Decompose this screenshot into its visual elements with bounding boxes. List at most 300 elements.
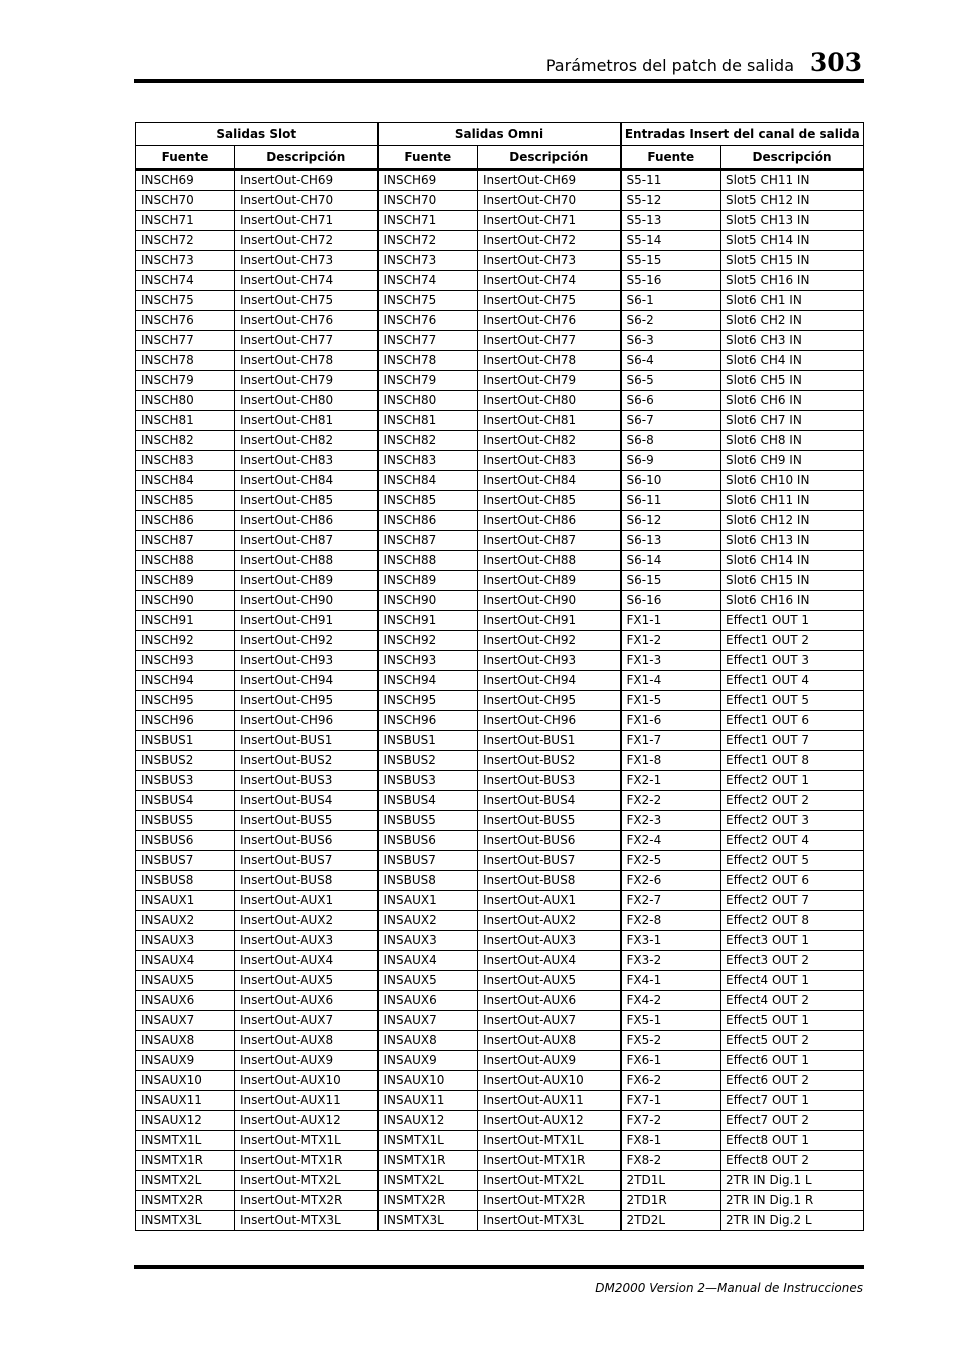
table-row [136, 771, 864, 791]
table-cell: FX2-8 [621, 911, 721, 931]
table-body [136, 170, 864, 1231]
table-row [136, 251, 864, 271]
table-cell: InsertOut-CH83 [478, 451, 621, 471]
table-cell: Slot5 CH15 IN [721, 251, 864, 271]
table-row [136, 311, 864, 331]
table-row [136, 791, 864, 811]
table-cell: S6-4 [621, 351, 721, 371]
table-cell: InsertOut-BUS6 [478, 831, 621, 851]
table-cell: InsertOut-BUS4 [478, 791, 621, 811]
table-cell: Slot5 CH12 IN [721, 191, 864, 211]
table-row [136, 631, 864, 651]
table-cell: INSCH78 [136, 351, 235, 371]
table-cell: INSBUS3 [136, 771, 235, 791]
table-cell: INSCH94 [136, 671, 235, 691]
table-cell: InsertOut-AUX3 [235, 931, 378, 951]
table-cell: InsertOut-AUX10 [235, 1071, 378, 1091]
table-cell: FX7-2 [621, 1111, 721, 1131]
table-cell: FX6-2 [621, 1071, 721, 1091]
table-cell: InsertOut-CH81 [235, 411, 378, 431]
table-cell: FX3-1 [621, 931, 721, 951]
table-row [136, 331, 864, 351]
table-row [136, 1211, 864, 1231]
table-cell: S6-1 [621, 291, 721, 311]
table-cell: S6-15 [621, 571, 721, 591]
table-cell: InsertOut-BUS7 [478, 851, 621, 871]
table-cell: FX2-7 [621, 891, 721, 911]
table-cell: INSAUX10 [378, 1071, 478, 1091]
table-cell: INSAUX8 [378, 1031, 478, 1051]
table-cell: InsertOut-BUS6 [235, 831, 378, 851]
table-cell: INSAUX3 [378, 931, 478, 951]
table-cell: Effect1 OUT 2 [721, 631, 864, 651]
table-cell: InsertOut-AUX5 [478, 971, 621, 991]
table-cell: FX5-2 [621, 1031, 721, 1051]
table-cell: Slot6 CH9 IN [721, 451, 864, 471]
table-row [136, 811, 864, 831]
table-cell: FX2-6 [621, 871, 721, 891]
table-cell: INSCH70 [136, 191, 235, 211]
table-cell: INSCH79 [378, 371, 478, 391]
table-cell: InsertOut-AUX12 [478, 1111, 621, 1131]
table-cell: Effect1 OUT 4 [721, 671, 864, 691]
table-cell: 2TD1R [621, 1191, 721, 1211]
table-cell: InsertOut-AUX1 [235, 891, 378, 911]
table-cell: InsertOut-CH76 [478, 311, 621, 331]
table-cell: InsertOut-CH69 [478, 170, 621, 191]
table-cell: InsertOut-AUX9 [235, 1051, 378, 1071]
table-row [136, 831, 864, 851]
table-cell: InsertOut-BUS5 [478, 811, 621, 831]
table-row [136, 1111, 864, 1131]
table-cell: InsertOut-MTX3L [235, 1211, 378, 1231]
table-cell: InsertOut-CH93 [235, 651, 378, 671]
table-cell: Slot5 CH13 IN [721, 211, 864, 231]
table-cell: INSCH71 [136, 211, 235, 231]
table-cell: S6-7 [621, 411, 721, 431]
table-cell: INSBUS3 [378, 771, 478, 791]
table-cell: InsertOut-AUX8 [478, 1031, 621, 1051]
table-cell: INSCH78 [378, 351, 478, 371]
table-cell: InsertOut-CH73 [235, 251, 378, 271]
table-cell: FX8-1 [621, 1131, 721, 1151]
table-cell: INSAUX2 [378, 911, 478, 931]
table-cell: Effect3 OUT 2 [721, 951, 864, 971]
sub-header-row [136, 146, 864, 170]
table-cell: InsertOut-MTX2R [478, 1191, 621, 1211]
table-cell: INSAUX12 [378, 1111, 478, 1131]
table-cell: InsertOut-AUX6 [235, 991, 378, 1011]
table-cell: INSBUS8 [378, 871, 478, 891]
table-cell: INSAUX6 [136, 991, 235, 1011]
table-cell: FX2-4 [621, 831, 721, 851]
table-cell: INSCH86 [136, 511, 235, 531]
table-row [136, 351, 864, 371]
table-cell: INSCH76 [378, 311, 478, 331]
table-cell: INSCH88 [378, 551, 478, 571]
table-cell: INSCH84 [378, 471, 478, 491]
table-cell: INSAUX7 [378, 1011, 478, 1031]
table-cell: InsertOut-CH77 [235, 331, 378, 351]
table-row [136, 411, 864, 431]
table-row [136, 391, 864, 411]
table-cell: INSCH96 [378, 711, 478, 731]
table-cell: Effect3 OUT 1 [721, 931, 864, 951]
table-cell: InsertOut-CH84 [478, 471, 621, 491]
table-cell: FX1-5 [621, 691, 721, 711]
header-title: Parámetros del patch de salida [545, 56, 794, 75]
table-cell: INSBUS4 [378, 791, 478, 811]
table-cell: INSCH95 [378, 691, 478, 711]
table-cell: InsertOut-MTX2L [478, 1171, 621, 1191]
table-cell: INSAUX9 [136, 1051, 235, 1071]
table-cell: INSCH71 [378, 211, 478, 231]
table-cell: INSCH87 [378, 531, 478, 551]
table-cell: Slot6 CH4 IN [721, 351, 864, 371]
table-cell: InsertOut-BUS3 [478, 771, 621, 791]
table-row [136, 1031, 864, 1051]
table-cell: INSBUS2 [378, 751, 478, 771]
table-cell: INSCH93 [378, 651, 478, 671]
table-cell: InsertOut-CH89 [478, 571, 621, 591]
table-cell: INSAUX3 [136, 931, 235, 951]
table-cell: InsertOut-CH74 [235, 271, 378, 291]
table-cell: InsertOut-CH78 [235, 351, 378, 371]
table-cell: InsertOut-CH73 [478, 251, 621, 271]
table-cell: S5-12 [621, 191, 721, 211]
table-cell: FX1-3 [621, 651, 721, 671]
table-cell: InsertOut-AUX11 [235, 1091, 378, 1111]
table-cell: InsertOut-AUX6 [478, 991, 621, 1011]
table-cell: S6-12 [621, 511, 721, 531]
table-cell: INSMTX3L [378, 1211, 478, 1231]
table-cell: Effect6 OUT 2 [721, 1071, 864, 1091]
table-cell: INSBUS2 [136, 751, 235, 771]
table-cell: InsertOut-CH84 [235, 471, 378, 491]
table-cell: Effect2 OUT 6 [721, 871, 864, 891]
table-cell: FX1-1 [621, 611, 721, 631]
table-cell: InsertOut-AUX7 [235, 1011, 378, 1031]
table-cell: INSBUS4 [136, 791, 235, 811]
table-cell: 2TR IN Dig.1 L [721, 1171, 864, 1191]
table-cell: Effect8 OUT 1 [721, 1131, 864, 1151]
table-cell: INSCH90 [136, 591, 235, 611]
column-header: Fuente [378, 146, 478, 170]
table-cell: INSCH90 [378, 591, 478, 611]
table-row [136, 891, 864, 911]
table-cell: InsertOut-CH86 [478, 511, 621, 531]
table-cell: INSCH92 [378, 631, 478, 651]
table-cell: INSMTX2R [136, 1191, 235, 1211]
table-cell: InsertOut-CH90 [235, 591, 378, 611]
table-row [136, 170, 864, 191]
table-row [136, 1171, 864, 1191]
table-row [136, 1011, 864, 1031]
table-row [136, 451, 864, 471]
table-cell: InsertOut-AUX1 [478, 891, 621, 911]
table-cell: InsertOut-CH77 [478, 331, 621, 351]
table-cell: InsertOut-CH72 [235, 231, 378, 251]
table-cell: Slot6 CH11 IN [721, 491, 864, 511]
table-cell: INSCH80 [378, 391, 478, 411]
table-cell: Slot6 CH6 IN [721, 391, 864, 411]
table-cell: InsertOut-MTX3L [478, 1211, 621, 1231]
table-cell: S6-2 [621, 311, 721, 331]
table-row [136, 1151, 864, 1171]
table-cell: INSAUX5 [378, 971, 478, 991]
table-cell: INSCH82 [378, 431, 478, 451]
table-cell: InsertOut-BUS4 [235, 791, 378, 811]
table-cell: InsertOut-AUX2 [478, 911, 621, 931]
table-cell: InsertOut-BUS8 [235, 871, 378, 891]
table-cell: INSAUX5 [136, 971, 235, 991]
table-row [136, 471, 864, 491]
table-cell: Effect2 OUT 7 [721, 891, 864, 911]
table-cell: Slot6 CH10 IN [721, 471, 864, 491]
table-row [136, 1091, 864, 1111]
table-cell: S6-14 [621, 551, 721, 571]
table-row [136, 911, 864, 931]
table-cell: Slot6 CH2 IN [721, 311, 864, 331]
table-cell: InsertOut-CH89 [235, 571, 378, 591]
table-cell: InsertOut-BUS2 [235, 751, 378, 771]
table-cell: INSCH91 [378, 611, 478, 631]
table-cell: InsertOut-AUX4 [235, 951, 378, 971]
table-cell: INSCH92 [136, 631, 235, 651]
table-cell: INSCH86 [378, 511, 478, 531]
table-cell: INSAUX11 [136, 1091, 235, 1111]
table-cell: INSAUX9 [378, 1051, 478, 1071]
table-cell: InsertOut-BUS1 [235, 731, 378, 751]
table-cell: InsertOut-CH82 [235, 431, 378, 451]
table-cell: INSCH81 [378, 411, 478, 431]
table-row [136, 951, 864, 971]
table-cell: Effect2 OUT 8 [721, 911, 864, 931]
table-cell: Effect7 OUT 1 [721, 1091, 864, 1111]
table-cell: S5-13 [621, 211, 721, 231]
table-cell: INSMTX1L [136, 1131, 235, 1151]
table-cell: InsertOut-CH69 [235, 170, 378, 191]
table-cell: Effect5 OUT 1 [721, 1011, 864, 1031]
table-cell: Effect2 OUT 4 [721, 831, 864, 851]
table-row [136, 531, 864, 551]
table-cell: Effect7 OUT 2 [721, 1111, 864, 1131]
table-cell: INSCH89 [136, 571, 235, 591]
table-cell: 2TD1L [621, 1171, 721, 1191]
table-cell: Slot6 CH15 IN [721, 571, 864, 591]
table-cell: FX2-5 [621, 851, 721, 871]
table-cell: FX1-7 [621, 731, 721, 751]
table-cell: Slot6 CH13 IN [721, 531, 864, 551]
table-cell: S6-5 [621, 371, 721, 391]
table-cell: Effect4 OUT 1 [721, 971, 864, 991]
table-cell: INSCH77 [136, 331, 235, 351]
table-cell: INSCH79 [136, 371, 235, 391]
table-cell: InsertOut-CH70 [478, 191, 621, 211]
table-cell: Effect4 OUT 2 [721, 991, 864, 1011]
table-cell: InsertOut-CH83 [235, 451, 378, 471]
table-cell: S6-10 [621, 471, 721, 491]
table-row [136, 491, 864, 511]
table-row [136, 211, 864, 231]
table-cell: InsertOut-CH72 [478, 231, 621, 251]
table-cell: INSMTX1L [378, 1131, 478, 1151]
table-cell: INSCH74 [136, 271, 235, 291]
table-cell: InsertOut-CH88 [235, 551, 378, 571]
table-cell: INSBUS1 [378, 731, 478, 751]
table-row [136, 1191, 864, 1211]
table-cell: InsertOut-BUS3 [235, 771, 378, 791]
column-header: Descripción [235, 146, 378, 170]
table-cell: INSBUS6 [136, 831, 235, 851]
table-cell: InsertOut-CH95 [235, 691, 378, 711]
table-cell: FX1-6 [621, 711, 721, 731]
table-cell: FX7-1 [621, 1091, 721, 1111]
table-cell: Effect6 OUT 1 [721, 1051, 864, 1071]
table-row [136, 591, 864, 611]
table-cell: InsertOut-CH96 [478, 711, 621, 731]
table-cell: INSCH73 [378, 251, 478, 271]
table-cell: 2TD2L [621, 1211, 721, 1231]
table-cell: InsertOut-CH88 [478, 551, 621, 571]
table-row [136, 651, 864, 671]
table-cell: InsertOut-CH71 [235, 211, 378, 231]
table-cell: Slot5 CH16 IN [721, 271, 864, 291]
table-cell: FX6-1 [621, 1051, 721, 1071]
table-cell: Slot6 CH7 IN [721, 411, 864, 431]
group-header-slot: Salidas Slot [136, 123, 378, 146]
table-cell: InsertOut-CH92 [235, 631, 378, 651]
table-row [136, 611, 864, 631]
table-cell: S6-3 [621, 331, 721, 351]
table-cell: Slot6 CH14 IN [721, 551, 864, 571]
table-cell: INSMTX2R [378, 1191, 478, 1211]
table-row [136, 1131, 864, 1151]
table-cell: FX2-3 [621, 811, 721, 831]
group-header-row [136, 123, 864, 146]
table-cell: InsertOut-CH95 [478, 691, 621, 711]
table-cell: S6-6 [621, 391, 721, 411]
table-cell: Effect5 OUT 2 [721, 1031, 864, 1051]
table-cell: InsertOut-CH87 [478, 531, 621, 551]
table-cell: InsertOut-CH82 [478, 431, 621, 451]
table-row [136, 511, 864, 531]
table-cell: InsertOut-BUS2 [478, 751, 621, 771]
table-cell: InsertOut-AUX5 [235, 971, 378, 991]
table-cell: INSCH87 [136, 531, 235, 551]
table-cell: InsertOut-CH93 [478, 651, 621, 671]
table-cell: S5-14 [621, 231, 721, 251]
table-row [136, 851, 864, 871]
table-cell: INSAUX6 [378, 991, 478, 1011]
table-cell: Slot5 CH14 IN [721, 231, 864, 251]
table-cell: INSCH81 [136, 411, 235, 431]
table-row [136, 671, 864, 691]
table-cell: InsertOut-CH94 [235, 671, 378, 691]
table-row [136, 371, 864, 391]
table-cell: INSCH91 [136, 611, 235, 631]
table-cell: INSAUX11 [378, 1091, 478, 1111]
table-cell: INSAUX1 [378, 891, 478, 911]
table-cell: InsertOut-MTX2L [235, 1171, 378, 1191]
table-cell: Slot6 CH3 IN [721, 331, 864, 351]
group-header-omni: Salidas Omni [378, 123, 621, 146]
table-cell: FX8-2 [621, 1151, 721, 1171]
table-cell: INSAUX4 [378, 951, 478, 971]
table-cell: INSBUS8 [136, 871, 235, 891]
table-cell: INSBUS7 [378, 851, 478, 871]
table-row [136, 731, 864, 751]
table-cell: S6-13 [621, 531, 721, 551]
table-row [136, 431, 864, 451]
table-cell: InsertOut-CH80 [235, 391, 378, 411]
table-cell: INSCH72 [136, 231, 235, 251]
table-cell: Effect1 OUT 8 [721, 751, 864, 771]
table-cell: FX2-2 [621, 791, 721, 811]
table-cell: INSMTX1R [378, 1151, 478, 1171]
table-cell: INSMTX1R [136, 1151, 235, 1171]
table-cell: INSAUX1 [136, 891, 235, 911]
table-cell: Slot6 CH12 IN [721, 511, 864, 531]
table-cell: InsertOut-BUS5 [235, 811, 378, 831]
table-cell: InsertOut-MTX1R [478, 1151, 621, 1171]
table-row [136, 991, 864, 1011]
table-cell: INSAUX8 [136, 1031, 235, 1051]
table-cell: Effect1 OUT 1 [721, 611, 864, 631]
table-cell: INSCH74 [378, 271, 478, 291]
column-header: Fuente [621, 146, 721, 170]
table-cell: S6-9 [621, 451, 721, 471]
table-cell: FX2-1 [621, 771, 721, 791]
table-cell: INSBUS5 [136, 811, 235, 831]
table-cell: INSCH89 [378, 571, 478, 591]
table-cell: FX1-4 [621, 671, 721, 691]
table-cell: INSBUS7 [136, 851, 235, 871]
table-cell: INSCH82 [136, 431, 235, 451]
table-row [136, 1051, 864, 1071]
table-cell: Effect2 OUT 1 [721, 771, 864, 791]
table-cell: InsertOut-CH71 [478, 211, 621, 231]
table-row [136, 271, 864, 291]
table-cell: InsertOut-AUX8 [235, 1031, 378, 1051]
table-row [136, 971, 864, 991]
table-cell: InsertOut-MTX1L [478, 1131, 621, 1151]
table-cell: INSCH73 [136, 251, 235, 271]
table-cell: Effect1 OUT 5 [721, 691, 864, 711]
table-cell: InsertOut-AUX4 [478, 951, 621, 971]
table-row [136, 291, 864, 311]
table-cell: INSBUS6 [378, 831, 478, 851]
table-cell: INSCH83 [136, 451, 235, 471]
table-cell: InsertOut-CH75 [235, 291, 378, 311]
table-cell: INSCH94 [378, 671, 478, 691]
table-cell: InsertOut-BUS1 [478, 731, 621, 751]
group-header-insert: Entradas Insert del canal de salida [621, 123, 864, 146]
table-cell: FX1-2 [621, 631, 721, 651]
table-cell: InsertOut-AUX12 [235, 1111, 378, 1131]
table-cell: InsertOut-CH94 [478, 671, 621, 691]
table-cell: S6-8 [621, 431, 721, 451]
table-cell: Effect1 OUT 3 [721, 651, 864, 671]
table-row [136, 571, 864, 591]
table-cell: 2TR IN Dig.2 L [721, 1211, 864, 1231]
table-cell: InsertOut-MTX1R [235, 1151, 378, 1171]
footer-text: DM2000 Version 2—Manual de Instrucciones [595, 1281, 863, 1295]
table-cell: InsertOut-CH85 [478, 491, 621, 511]
table-row [136, 871, 864, 891]
table-cell: INSCH70 [378, 191, 478, 211]
column-header: Descripción [478, 146, 621, 170]
